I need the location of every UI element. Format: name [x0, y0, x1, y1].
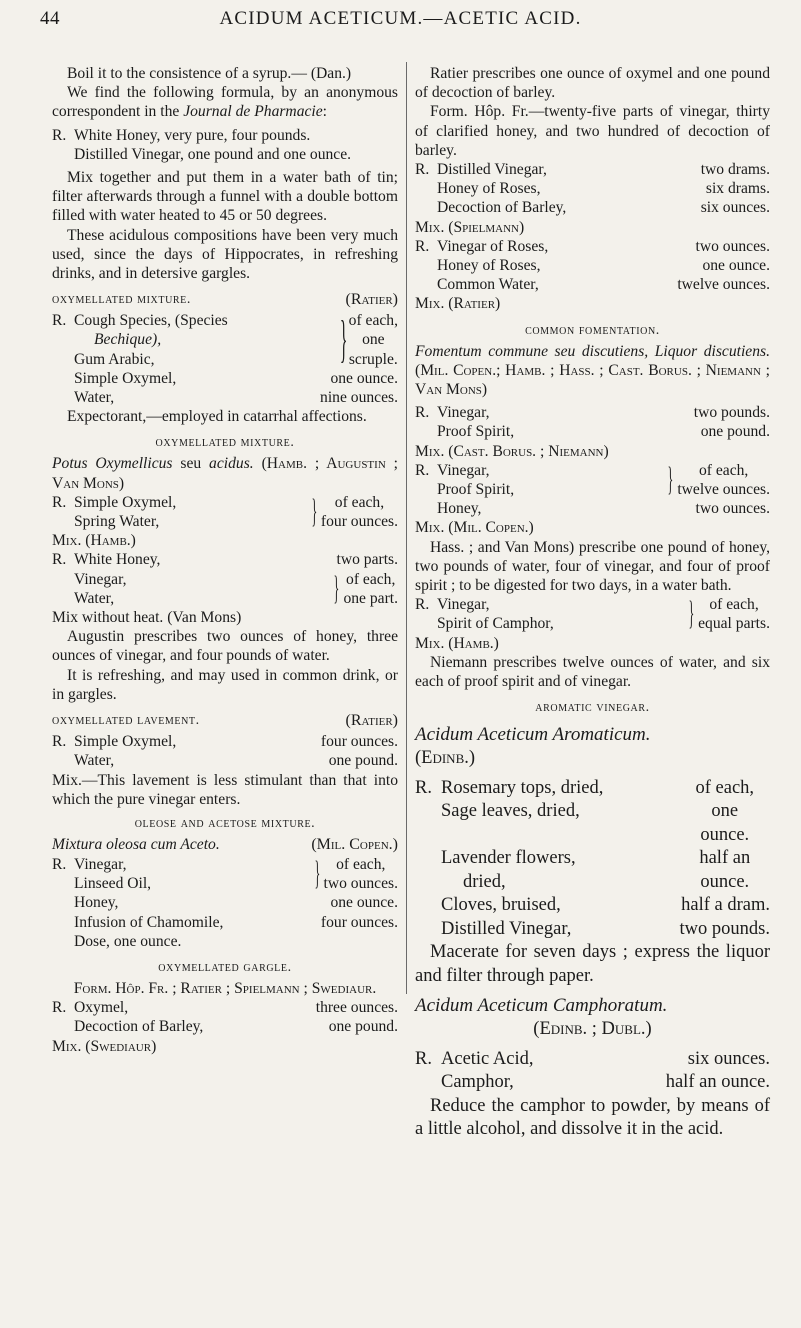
- running-title: ACIDUM ACETICUM.—ACETIC ACID.: [219, 8, 582, 29]
- recipe-amount: four ounces.: [320, 513, 398, 531]
- recipe-fomentation-b: R. Vinegar, } of each, Proof Spirit, twelve ounces.: [415, 460, 770, 499]
- recipe-item: Honey,: [437, 500, 482, 518]
- recipe-amount: one ounce.: [330, 369, 398, 387]
- hass-paragraph: Hass. ; and Van Mons) prescribe one pound of honey, two pounds of water, four of vinegar, and four of proof spirit ; to be digested for two days, in a water bath.: [415, 538, 770, 595]
- intro-paragraph: Boil it to the consistence of a syrup.— (Dan.): [67, 65, 352, 82]
- mixtura-title: Mixtura oleosa cum Aceto. (Mil. Copen.): [52, 835, 398, 853]
- recipe-fomentation-c: R. Vinegar, } of each, Spirit of Camphor, equal parts.: [415, 595, 770, 633]
- journal-name: Journal de Pharmacie: [183, 103, 323, 121]
- recipe-item: Spirit of Camphor,: [437, 615, 554, 633]
- section-heading-oxymellated-mixture: oxymellated mixture. (Ratier): [52, 291, 398, 309]
- recipe-amount: of each,: [336, 855, 386, 873]
- aromatic-source: (Edinb.): [415, 748, 476, 769]
- recipe-amount: twelve ounces.: [677, 481, 770, 499]
- recipe-amount: of each,: [348, 312, 398, 330]
- recipe-item: Simple Oxymel,: [74, 369, 177, 387]
- recipe-gargle: R. Oxymel, three ounces. Decoction of Barley, one pound.: [52, 999, 398, 1036]
- recipe-item: Decoction of Barley,: [437, 199, 567, 217]
- recipe-item: Distilled Vinegar,: [437, 161, 547, 179]
- mix-hamb-2: Mix. (Hamb.): [415, 634, 499, 652]
- camphoratum-latin-title: Acidum Aceticum Camphoratum.: [415, 995, 668, 1017]
- formula-intro-paragraph: [52, 83, 398, 121]
- recipe-amount: one part.: [343, 589, 398, 607]
- recipe-amount: one pound.: [700, 423, 770, 441]
- recipe-item: Honey,: [74, 894, 119, 912]
- recipe-amount: equal parts.: [698, 615, 770, 633]
- recipe-amount: two parts.: [336, 551, 398, 569]
- refreshing-paragraph: It is refreshing, and may used in common drink, or in gargles.: [52, 666, 398, 703]
- recipe-amount: two pounds.: [693, 404, 770, 422]
- mix-spielmann: Mix. (Spielmann): [415, 218, 525, 236]
- recipe-item: Water,: [74, 389, 115, 407]
- right-column: [415, 64, 770, 1142]
- recipe-item: Water,: [74, 589, 115, 607]
- recipe-item: Gum Arabic,: [74, 350, 155, 368]
- recipe-amount: ounce.: [700, 824, 750, 845]
- section-heading-oleose-mixture: oleose and acetose mixture.: [134, 815, 316, 831]
- section-heading-aromatic-vinegar: aromatic vinegar.: [535, 700, 650, 716]
- recipe-amount: four ounces.: [320, 913, 398, 931]
- recipe-amount: scruple.: [348, 350, 398, 368]
- potus-title: Potus Oxymellicus seu acidus. (Hamb. ; Augustin ; Van Mons): [52, 455, 398, 492]
- recipe-item: Cough Species, (Species: [74, 312, 228, 330]
- recipe-amount: one: [362, 331, 385, 349]
- section-heading-oxymellated-gargle: oxymellated gargle.: [158, 959, 292, 975]
- recipe-amount: two ounces.: [323, 875, 398, 893]
- recipe-item: Vinegar,: [74, 855, 127, 873]
- recipe-amount: two drams.: [700, 161, 770, 179]
- recipe-white-honey: R. White Honey, two parts.: [52, 551, 398, 569]
- recipe-item: Honey of Roses,: [437, 257, 541, 275]
- recipe-item: Spring Water,: [74, 513, 160, 531]
- recipe-lavement: R. Simple Oxymel, four ounces. Water, one pound.: [52, 733, 398, 770]
- recipe-item: Acetic Acid,: [441, 1048, 534, 1069]
- recipe-amount: ounce.: [700, 871, 750, 892]
- recipe-item: Oxymel,: [74, 999, 129, 1017]
- recipe-item: Vinegar,: [437, 404, 490, 422]
- recipe-item: Infusion of Chamomile,: [74, 913, 224, 931]
- recipe-item: White Honey,: [74, 551, 161, 569]
- recipe-item: Camphor,: [441, 1072, 514, 1093]
- lavement-note: Mix.—This lavement is less stimulant than that into which the pure vinegar enters.: [52, 771, 398, 808]
- ratier-paragraph: Ratier prescribes one ounce of oxymel and one pound of decoction of barley.: [415, 65, 770, 102]
- acidulous-paragraph: These acidulous compositions have been very much used, since the days of Hippocrates, in refreshing drinks, and in detersive gargles.: [52, 226, 398, 283]
- recipe-amount: nine ounces.: [320, 389, 398, 407]
- recipe-amount: half an ounce.: [665, 1072, 770, 1093]
- left-column: Boil it to the consistence of a syrup.— (Dan.) We find the following formula, by an anonymous correspondent in the Journal de Pharmacie: R. White Honey, very pure, four pounds. Distilled Vinegar, one pound and one ounce. Mix together and put them in a water bath of tin; filter afterwards through a funnel with a double bottom filled with water heated to 45 or 50 degrees. These acidulous compositions have been very much used, since the days of Hippocrates, in refreshing drinks, and in detersive gargles. oxymellated mixture. (Ratier) R. Cough Species, (Species } of each, Bechique), one Gum Arabic, scruple. Simple Oxymel, one ounce. Water, nine ounces. Expectorant,—employed in catarrhal affections. oxymellated mixture. Potus Oxymellicus seu acidus. (Hamb. ; Augustin ; Van Mons) R. Simple Oxymel, } of each, Spring Water, four ounces. Mix. (Hamb.) R. White Honey, two parts. Vinegar, } of each, Water, one part. Mix without heat. (Van Mons) Augustin prescribes two ounces of honey, three ounces of vinegar, and four pounds of water. It is refreshing, and may used in common drink, or in gargles. oxymellated lavement. (Ratier) R. Simple Oxymel, four ounces. Water, one pound. Mix.—This lavement is less stimulant than that into which the pure vinegar enters. oleose and acetose mixture. Mixtura oleosa cum Aceto. (Mil. Copen.) R. Vinegar, } of each, Linseed Oil, two ounces. Honey, one ounce. Infusion of Chamomile, four ounces. Dose, one ounce. oxymellated gargle. Form. Hôp. Fr. ; Ratier ; Spielmann ; Swediaur. R. Oxymel, three ounces. Decoction of Barley, one pound. Mix. (Swediaur): [52, 65, 398, 1055]
- recipe-amount: six drams.: [705, 180, 770, 198]
- recipe-item: Decoction of Barley,: [74, 1018, 204, 1036]
- recipe-item: Lavender flowers,: [441, 848, 576, 869]
- recipe-item: Cloves, bruised,: [441, 895, 561, 916]
- section-heading-oxymellated-lavement: oxymellated lavement. (Ratier): [52, 712, 398, 730]
- recipe-distilled-vinegar: R. Distilled Vinegar, two drams. Honey of Roses, six drams. Decoction of Barley, six ounces.: [415, 161, 770, 217]
- recipe-amount: one pound.: [328, 1018, 398, 1036]
- recipe-item: Proof Spirit,: [437, 481, 515, 499]
- recipe-fomentation-a: R. Vinegar, two pounds. Proof Spirit, one pound.: [415, 404, 770, 441]
- mix-cast-borus: Mix. (Cast. Borus. ; Niemann): [415, 442, 609, 460]
- mix-hamb: Mix. (Hamb.): [52, 532, 136, 550]
- column-divider: [406, 62, 407, 994]
- recipe-amount: two ounces.: [695, 500, 770, 518]
- recipe-item: Honey of Roses,: [437, 180, 541, 198]
- recipe-cough-species: R. Cough Species, (Species } of each, Bechique), one Gum Arabic, scruple.: [52, 311, 398, 369]
- mix-paragraph: Mix together and put them in a water bath of tin; filter afterwards through a funnel with a double bottom filled with water heated to 45 or 50 degrees.: [52, 169, 398, 225]
- recipe-item: Vinegar of Roses,: [437, 237, 549, 255]
- recipe-honey-vinegar: R. White Honey, very pure, four pounds. Distilled Vinegar, one pound and one ounce.: [52, 126, 398, 164]
- recipe-amount: of each,: [709, 596, 759, 614]
- recipe-amount: of each,: [346, 570, 396, 588]
- recipe-item: Vinegar,: [74, 570, 127, 588]
- expectorant-note: Expectorant,—employed in catarrhal affections.: [67, 408, 367, 426]
- recipe-amount: three ounces.: [315, 999, 398, 1017]
- recipe-aromatic: R. Rosemary tops, dried, of each, Sage leaves, dried, one ounce. Lavender flowers, half an dried, ounce. Cloves, bruised, half a dram. Distilled Vinegar, two pounds.: [415, 777, 770, 942]
- recipe-amount: twelve ounces.: [677, 276, 770, 294]
- gargle-form: Form. Hôp. Fr. ; Ratier ; Spielmann ; Swediaur.: [73, 979, 377, 997]
- section-heading-oxymellated-mixture-2: oxymellated mixture.: [155, 435, 295, 451]
- recipe-item: Sage leaves, dried,: [441, 801, 580, 822]
- recipe-item: White Honey, very pure, four pounds.: [74, 126, 311, 144]
- camphoratum-source: (Edinb. ; Dubl.): [533, 1019, 652, 1040]
- recipe-amount: half an: [699, 848, 751, 869]
- mix-without-heat: Mix without heat. (Van Mons): [52, 609, 242, 627]
- mix-ratier: Mix. (Ratier): [415, 295, 501, 313]
- recipe-amount: of each,: [334, 493, 385, 511]
- recipe-amount: six ounces.: [687, 1048, 770, 1069]
- recipe-amount: four ounces.: [320, 733, 398, 751]
- recipe-item: Bechique),: [94, 331, 162, 349]
- recipe-item: Distilled Vinegar, one pound and one ounce.: [74, 145, 352, 163]
- page-number: 44: [40, 8, 60, 29]
- recipe-item: Simple Oxymel,: [74, 493, 177, 511]
- recipe-amount: two pounds.: [679, 918, 770, 939]
- recipe-item: Vinegar,: [437, 596, 490, 614]
- formula-colon: :: [322, 103, 328, 121]
- recipe-amount: two ounces.: [695, 237, 770, 255]
- recipe-amount: one pound.: [328, 752, 398, 770]
- dose-note: Dose, one ounce.: [74, 932, 182, 950]
- recipe-amount: of each,: [695, 777, 755, 798]
- recipe-amount: half a dram.: [681, 895, 770, 916]
- recipe-amount: one: [711, 801, 739, 822]
- formula-intro-text: We find the following formula, by an anonymous correspondent in the: [52, 84, 398, 121]
- recipe-item: Distilled Vinegar,: [441, 918, 572, 939]
- recipe-oleose: R. Vinegar, } of each, Linseed Oil, two ounces.: [52, 854, 398, 893]
- page-header: [0, 6, 801, 48]
- recipe-simple-oxymel: R. Simple Oxymel, } of each, Spring Water, four ounces.: [52, 492, 398, 531]
- form-paragraph: Form. Hôp. Fr.—twenty-five parts of vinegar, thirty of clarified honey, and two hundred of decoction of barley.: [415, 103, 770, 159]
- recipe-item: Simple Oxymel,: [74, 733, 177, 751]
- section-heading-common-fomentation: common fomentation.: [525, 322, 660, 338]
- recipe-vinegar-of-roses: R. Vinegar of Roses, two ounces. Honey of Roses, one ounce. Common Water, twelve ounces.: [415, 237, 770, 294]
- recipe-item: Water,: [74, 752, 115, 770]
- recipe-item: Common Water,: [437, 276, 539, 294]
- recipe-item: Linseed Oil,: [74, 875, 152, 893]
- recipe-item: Vinegar,: [437, 461, 490, 479]
- recipe-amount: six ounces.: [700, 199, 770, 217]
- recipe-item: dried,: [463, 871, 506, 892]
- recipe-item: [441, 824, 680, 848]
- recipe-item: Proof Spirit,: [437, 423, 515, 441]
- recipe-camphoratum: R. Acetic Acid, six ounces. Camphor, half an ounce.: [415, 1048, 770, 1095]
- recipe-amount: of each,: [698, 461, 749, 479]
- niemann-paragraph: Niemann prescribes twelve ounces of water, and six each of proof spirit and of vinegar.: [415, 653, 770, 691]
- augustin-paragraph: Augustin prescribes two ounces of honey, three ounces of vinegar, and four pounds of water.: [52, 628, 398, 665]
- mix-swediaur: Mix. (Swediaur): [52, 1037, 157, 1055]
- mix-mil-copen: Mix. (Mil. Copen.): [415, 519, 534, 537]
- recipe-item: Rosemary tops, dried,: [441, 777, 604, 798]
- recipe-amount: one ounce.: [330, 894, 398, 912]
- macerate-paragraph: Macerate for seven days ; express the liquor and filter through paper.: [415, 942, 770, 986]
- recipe-amount: one ounce.: [702, 257, 770, 275]
- aromatic-latin-title: Acidum Aceticum Aromaticum.: [415, 724, 651, 746]
- camphor-paragraph: Reduce the camphor to powder, by means of a little alcohol, and dissolve it in the acid.: [415, 1095, 770, 1140]
- fomentum-title: Fomentum commune seu discutiens, Liquor discutiens. (Mil. Copen.; Hamb. ; Hass. ; Cast. Borus. ; Niemann ; Van Mons): [415, 342, 770, 399]
